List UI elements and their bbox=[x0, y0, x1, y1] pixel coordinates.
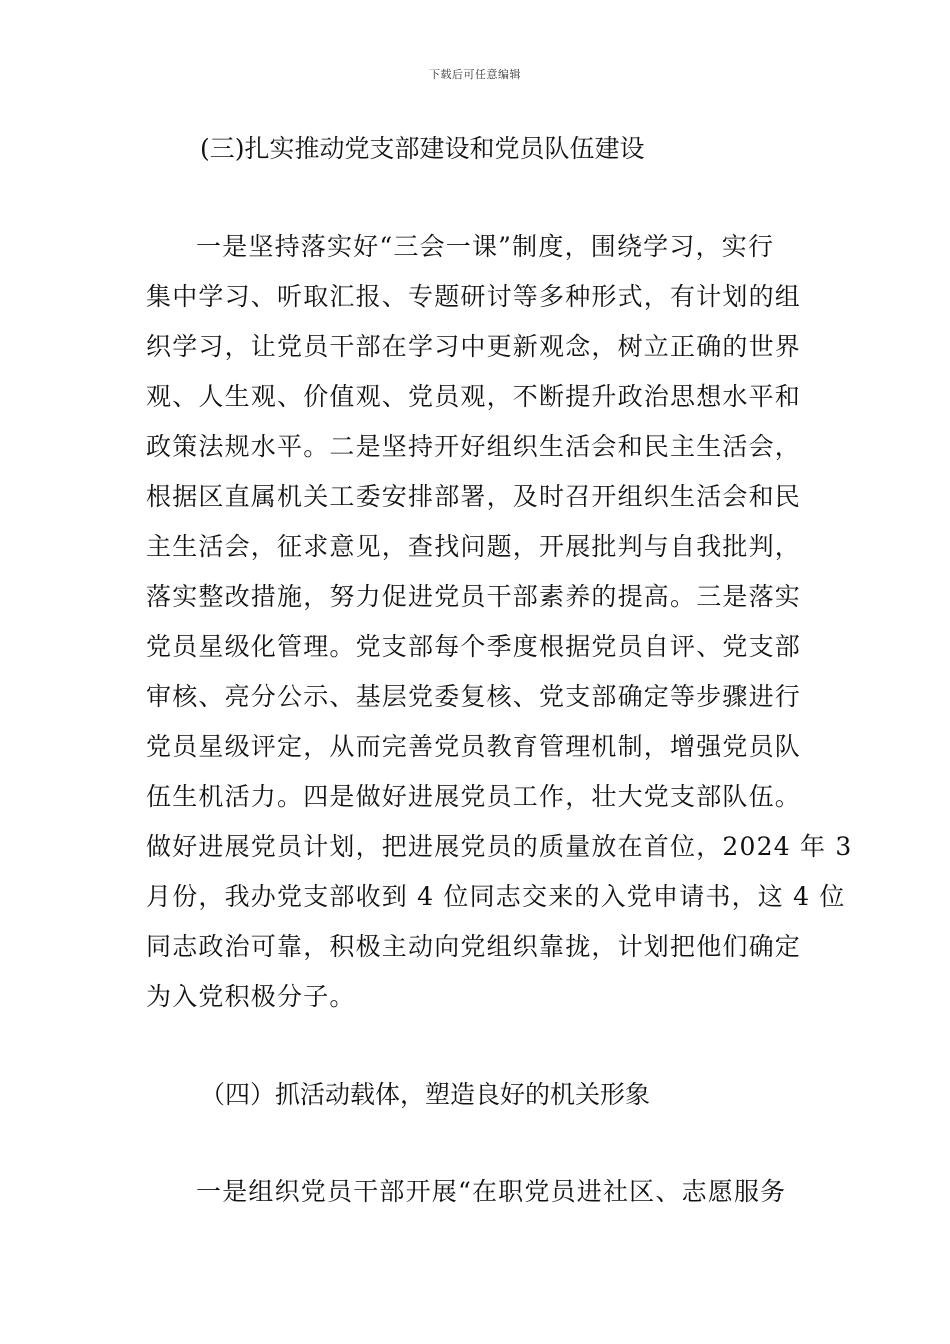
paragraph-line: 落实整改措施，努力促进党员干部素养的提高。三是落实 bbox=[146, 582, 802, 611]
paragraph-line: 观、人生观、价值观、党员观，不断提升政治思想水平和 bbox=[146, 382, 802, 411]
paragraph-line: 月份，我办党支部收到 4 位同志交来的入党申请书，这 4 位 bbox=[146, 882, 846, 911]
paragraph-line: 集中学习、听取汇报、专题研讨等多种形式，有计划的组 bbox=[146, 282, 802, 311]
paragraph-line: 一是组织党员干部开展“在职党员进社区、志愿服务 bbox=[196, 1177, 787, 1206]
paragraph-line: 织学习，让党员干部在学习中更新观念，树立正确的世界 bbox=[146, 332, 802, 361]
paragraph-line: 一是坚持落实好“三会一课”制度，围绕学习，实行 bbox=[196, 232, 775, 261]
section-3-paragraph bbox=[146, 222, 853, 1022]
paragraph-line: 党员星级化管理。党支部每个季度根据党员自评、党支部 bbox=[146, 632, 802, 661]
paragraph-line: 伍生机活力。四是做好进展党员工作，壮大党支部队伍。 bbox=[146, 782, 802, 811]
section-3-heading: (三)扎实推动党支部建设和党员队伍建设 bbox=[200, 134, 645, 163]
paragraph-line: 审核、亮分公示、基层党委复核、党支部确定等步骤进行 bbox=[146, 682, 802, 711]
paragraph-line: 政策法规水平。二是坚持开好组织生活会和民主生活会， bbox=[146, 432, 802, 461]
section-4-paragraph bbox=[146, 1167, 810, 1217]
paragraph-line: 同志政治可靠，积极主动向党组织靠拢，计划把他们确定 bbox=[146, 932, 802, 961]
page-header-note: 下载后可任意编辑 bbox=[429, 68, 521, 81]
paragraph-line: 根据区直属机关工委安排部署，及时召开组织生活会和民 bbox=[146, 482, 802, 511]
paragraph-line: 做好进展党员计划，把进展党员的质量放在首位，2024 年 3 bbox=[146, 832, 853, 861]
paragraph-line: 为入党积极分子。 bbox=[146, 982, 356, 1011]
section-4-heading: （四）抓活动载体，塑造良好的机关形象 bbox=[200, 1080, 651, 1109]
paragraph-line: 党员星级评定，从而完善党员教育管理机制，增强党员队 bbox=[146, 732, 802, 761]
paragraph-line: 主生活会，征求意见，查找问题，开展批判与自我批判， bbox=[146, 532, 802, 561]
